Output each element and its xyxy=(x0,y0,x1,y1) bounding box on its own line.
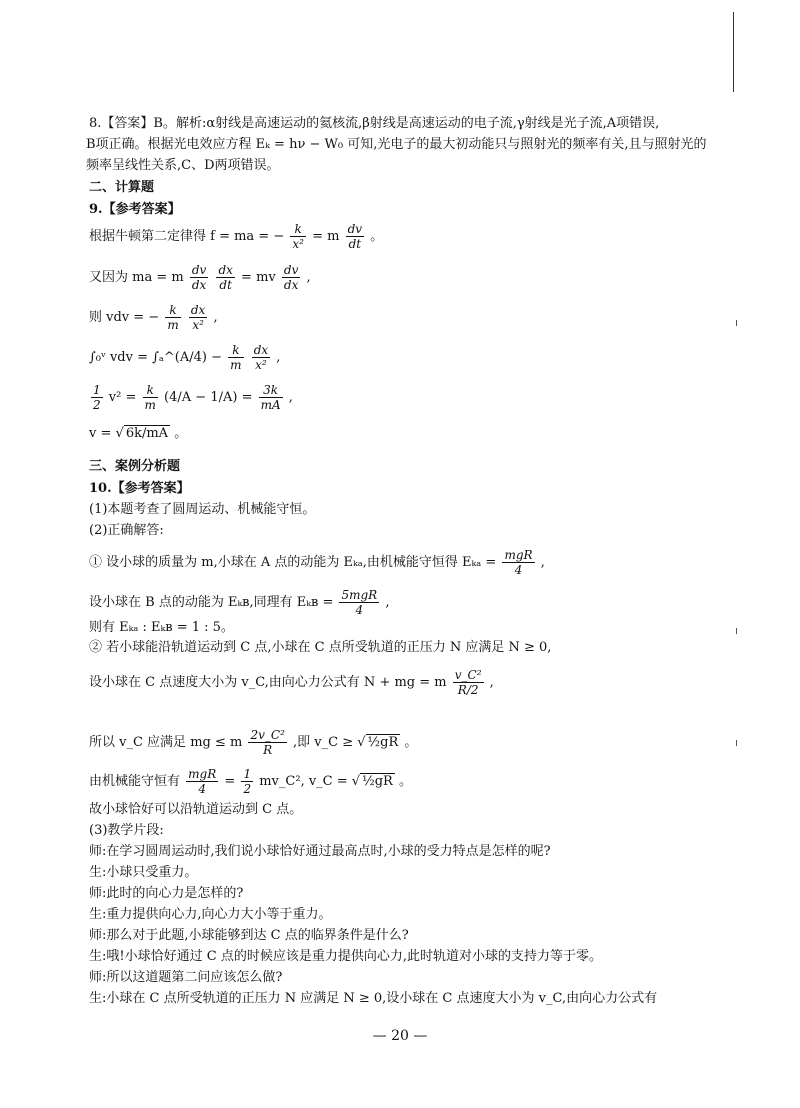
q10-heading: 10.【参考答案】 xyxy=(89,481,190,496)
q10-step-2 xyxy=(89,588,390,617)
q10-centripetal xyxy=(89,668,494,697)
fraction xyxy=(241,767,253,796)
square-root: √ ½gR xyxy=(351,774,393,789)
q10-energy xyxy=(89,767,412,796)
numerator: 1 xyxy=(93,383,101,397)
fraction xyxy=(252,343,270,372)
denominator: m xyxy=(144,398,156,412)
section-heading-case-analysis: 三、案例分析题 xyxy=(89,459,181,474)
eq-text: (4/A − 1/A) xyxy=(164,390,238,405)
eq-text: = xyxy=(241,390,257,405)
denominator: x² xyxy=(192,318,204,332)
eq-text: 所以 v_C 应满足 mg ≤ m xyxy=(89,735,243,750)
numerator: 2v_C² xyxy=(250,728,285,742)
fraction xyxy=(216,263,234,292)
numerator: k xyxy=(143,383,158,398)
q10-part-2: (2)正确解答: xyxy=(89,523,164,538)
denominator: dt xyxy=(219,278,232,292)
denominator: mA xyxy=(260,398,281,412)
fraction xyxy=(190,263,208,292)
dialogue-line: 生:重力提供向心力,向心力大小等于重力。 xyxy=(89,907,332,922)
numerator: dx xyxy=(253,343,269,357)
q8-line-1: 8.【答案】B。解析:α射线是高速运动的氦核流,β射线是高速运动的电子流,γ射线是光子流,A项错误, xyxy=(89,116,660,131)
numerator: k xyxy=(165,303,180,318)
section-heading-calculation: 二、计算题 xyxy=(89,180,155,195)
q10-part-1: (1)本题考查了圆周运动、机械能守恒。 xyxy=(89,502,316,517)
denominator: x² xyxy=(255,358,267,372)
eq-text: 根据牛顿第二定律得 f = ma = − xyxy=(89,229,285,244)
scan-edge-mark xyxy=(733,12,734,92)
eq-text: = xyxy=(224,774,236,789)
numerator: 1 xyxy=(243,767,252,781)
denominator: 4 xyxy=(355,603,364,617)
q9-equation-5 xyxy=(89,383,293,412)
q9-equation-2 xyxy=(89,263,311,292)
q10-speed-condition xyxy=(89,728,417,757)
dialogue-line: 师:此时的向心力是怎样的? xyxy=(89,886,244,901)
numerator: 3k xyxy=(259,383,283,398)
eq-text: , xyxy=(489,675,494,690)
eq-text: 由机械能守恒有 xyxy=(89,774,181,789)
numerator: mgR xyxy=(504,548,533,562)
q9-equation-4 xyxy=(89,343,280,372)
page-number: — 20 — xyxy=(372,1028,428,1044)
q9-equation-1 xyxy=(89,222,383,251)
numerator: dx xyxy=(218,263,233,277)
dialogue-line: 师:那么对于此题,小球能够到达 C 点的临界条件是什么? xyxy=(89,928,409,943)
dialogue-line: 生:小球在 C 点所受轨道的正压力 N 应满足 N ≥ 0,设小球在 C 点速度大小为 v_C,由向心力公式有 xyxy=(89,991,658,1006)
eq-text: ,即 v_C ≥ xyxy=(293,735,354,750)
eq-text: 设小球在 B 点的动能为 Eₖʙ,同理有 Eₖʙ = xyxy=(89,595,334,610)
radicand: ½gR xyxy=(362,774,393,789)
eq-text: , xyxy=(306,270,311,285)
denominator: 4 xyxy=(514,563,523,577)
scan-tick-mark xyxy=(736,320,737,326)
dialogue-line: 师:在学习圆周运动时,我们说小球恰好通过最高点时,小球的受力特点是怎样的呢? xyxy=(89,844,551,859)
fraction xyxy=(290,222,306,251)
q9-equation-3 xyxy=(89,303,218,332)
denominator: 4 xyxy=(198,782,207,796)
numerator: dv xyxy=(191,263,207,277)
eq-text: 。 xyxy=(404,735,418,750)
eq-text: 。 xyxy=(370,229,384,244)
eq-text: 又因为 ma = m xyxy=(89,270,184,285)
eq-text: ① 设小球的质量为 m,小球在 A 点的动能为 Eₖₐ,由机械能守恒得 Eₖₐ = xyxy=(89,555,497,570)
denominator: dt xyxy=(348,237,362,251)
square-root: √ 6k/mA xyxy=(115,426,169,441)
denominator: 2 xyxy=(243,782,252,796)
q8-line-3: 频率呈线性关系,C、D两项错误。 xyxy=(86,158,280,173)
eq-text: mv_C², v_C = xyxy=(259,774,348,789)
numerator: dv xyxy=(283,263,299,277)
q9-equation-6 xyxy=(89,425,187,442)
q8-line-2: B项正确。根据光电效应方程 Eₖ = hν − W₀ 可知,光电子的最大初动能只与照射光的频率有关,且与照射光的 xyxy=(86,137,707,152)
eq-text: 则 vdv = − xyxy=(89,310,160,325)
denominator: dx xyxy=(283,278,299,292)
radicand: 6k/mA xyxy=(125,426,169,441)
q10-conclusion: 故小球恰好可以沿轨道运动到 C 点。 xyxy=(89,802,303,817)
eq-text: , xyxy=(276,350,281,365)
fraction xyxy=(282,263,300,292)
dialogue-line: 师:所以这道题第二问应该怎么做? xyxy=(89,970,283,985)
eq-text: , xyxy=(385,595,390,610)
radicand: ½gR xyxy=(367,735,399,750)
denominator: R/2 xyxy=(457,683,479,697)
fraction xyxy=(453,668,484,697)
q10-part-3: (3)教学片段: xyxy=(89,823,164,838)
eq-text: ∫₀ᵛ vdv = ∫ₐ^(A/4) − xyxy=(89,350,223,365)
fraction xyxy=(228,343,243,372)
dialogue-line: 生:小球只受重力。 xyxy=(89,865,198,880)
denominator: m xyxy=(167,318,179,332)
numerator: v_C² xyxy=(454,668,482,682)
fraction xyxy=(259,383,283,412)
denominator: R xyxy=(263,743,273,757)
numerator: 5mgR xyxy=(341,588,378,602)
fraction xyxy=(91,383,103,412)
fraction xyxy=(143,383,158,412)
q10-step-1 xyxy=(89,548,545,577)
q9-heading: 9.【参考答案】 xyxy=(89,202,181,217)
eq-text: , xyxy=(213,310,218,325)
fraction xyxy=(186,767,218,796)
eq-text: , xyxy=(288,390,293,405)
fraction xyxy=(165,303,180,332)
eq-text: , xyxy=(540,555,545,570)
eq-text: 。 xyxy=(174,426,188,441)
q10-condition: ② 若小球能沿轨道运动到 C 点,小球在 C 点所受轨道的正压力 N 应满足 N ≥ 0, xyxy=(89,640,552,655)
fraction xyxy=(248,728,286,757)
fraction xyxy=(502,548,534,577)
eq-text: v = xyxy=(89,426,112,441)
numerator: k xyxy=(228,343,243,358)
denominator: dx xyxy=(191,278,207,292)
denominator: x² xyxy=(292,237,304,251)
scan-tick-mark xyxy=(736,628,737,634)
numerator: k xyxy=(290,222,306,237)
numerator: dv xyxy=(347,222,363,236)
dialogue-line: 生:哦!小球恰好通过 C 点的时候应该是重力提供向心力,此时轨道对小球的支持力等于零。 xyxy=(89,949,602,964)
scan-tick-mark xyxy=(736,740,737,746)
eq-text: = mv xyxy=(241,270,276,285)
q10-ratio: 则有 Eₖₐ : Eₖʙ = 1 : 5。 xyxy=(89,620,234,635)
eq-text: 设小球在 C 点速度大小为 v_C,由向心力公式有 N + mg = m xyxy=(89,675,447,690)
fraction xyxy=(189,303,207,332)
denominator: 2 xyxy=(93,398,101,412)
denominator: m xyxy=(230,358,242,372)
fraction xyxy=(339,588,379,617)
numerator: mgR xyxy=(188,767,217,781)
eq-text: v² = xyxy=(108,390,137,405)
numerator: dx xyxy=(190,303,206,317)
eq-text: = m xyxy=(312,229,340,244)
fraction xyxy=(346,222,364,251)
square-root: √ ½gR xyxy=(357,735,399,750)
eq-text: 。 xyxy=(398,774,412,789)
